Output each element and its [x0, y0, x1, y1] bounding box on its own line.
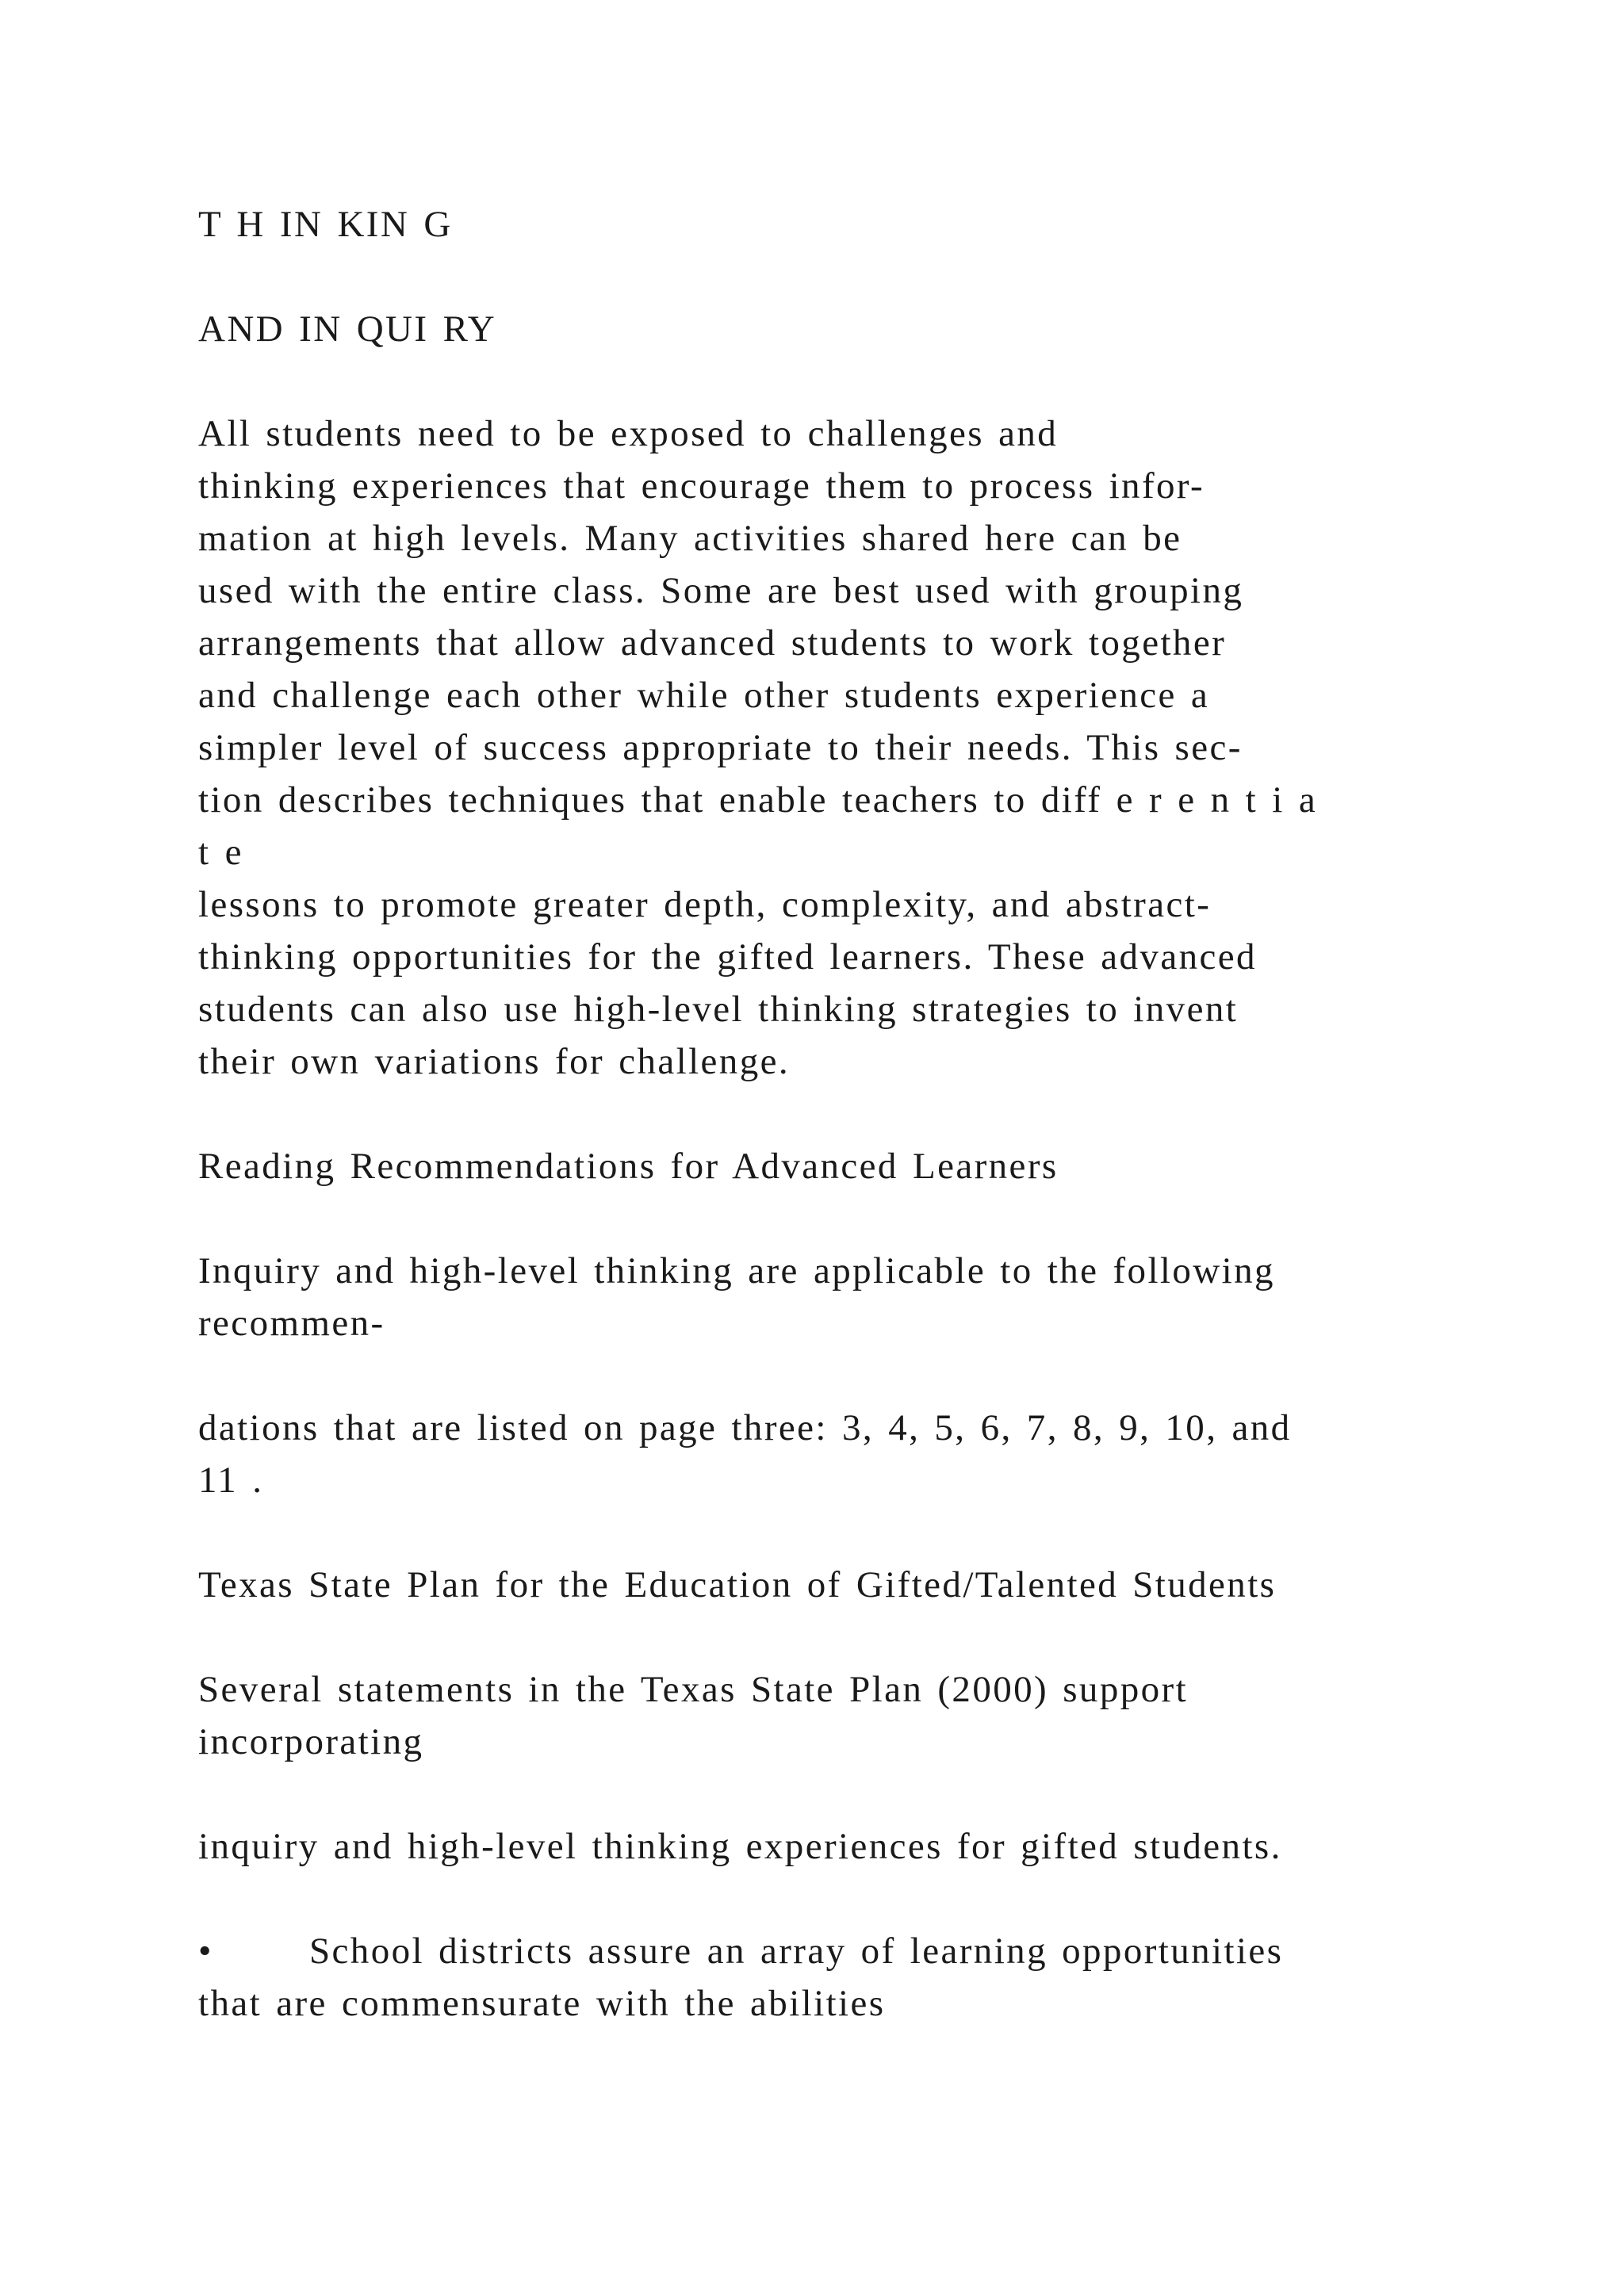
spacer [198, 1506, 1515, 1559]
paragraph-line: simpler level of success appropriate to their needs. This sec- [198, 727, 1243, 768]
spacer [198, 355, 1515, 408]
heading-line-2: AND IN QUI RY [198, 308, 497, 350]
heading-line-1: T H IN KIN G [198, 204, 453, 245]
paragraph-line: students can also use high-level thinking strategies to invent [198, 989, 1239, 1030]
paragraph-line: used with the entire class. Some are best used with grouping [198, 570, 1244, 611]
reading-paragraph-2 [198, 1402, 1515, 1506]
paragraph-line: Inquiry and high-level thinking are applicable to the following [198, 1250, 1275, 1292]
paragraph-line: thinking opportunities for the gifted learners. These advanced [198, 936, 1257, 978]
spacer [198, 1349, 1515, 1402]
paragraph-line: recommen- [198, 1303, 385, 1344]
paragraph-line: and challenge each other while other students experience a [198, 675, 1210, 716]
bullet-list-item [198, 1925, 1515, 2030]
spacer [198, 251, 1515, 303]
paragraph-line: arrangements that allow advanced students to work together [198, 622, 1227, 664]
paragraph-line: thinking experiences that encourage them to process infor- [198, 465, 1205, 507]
paragraph-line: t e [198, 832, 243, 873]
texas-paragraph-2: inquiry and high-level thinking experiences for gifted students. [198, 1826, 1282, 1867]
spacer [198, 1873, 1515, 1925]
paragraph-line: dations that are listed on page three: 3, 4, 5, 6, 7, 8, 9, 10, and [198, 1407, 1292, 1448]
spacer [198, 1611, 1515, 1663]
paragraph-line: that are commensurate with the abilities [198, 1983, 886, 2024]
paragraph-line: mation at high levels. Many activities shared here can be [198, 518, 1182, 559]
spacer [198, 1088, 1515, 1140]
spacer [198, 1192, 1515, 1245]
section-title-reading: Reading Recommendations for Advanced Learners [198, 1146, 1059, 1187]
paragraph-line: their own variations for challenge. [198, 1041, 791, 1082]
paragraph-line: lessons to promote greater depth, complexity, and abstract- [198, 884, 1212, 925]
paragraph-line: All students need to be exposed to challenges and [198, 413, 1059, 454]
paragraph-line: 11 . [198, 1460, 264, 1501]
reading-paragraph-1 [198, 1245, 1515, 1349]
bullet-text: School districts assure an array of learning opportunities [309, 1931, 1284, 1972]
intro-paragraph [198, 408, 1515, 1088]
texas-paragraph-1 [198, 1663, 1515, 1768]
spacer [198, 1768, 1515, 1820]
section-title-texas: Texas State Plan for the Education of Gifted/Talented Students [198, 1564, 1277, 1605]
paragraph-line: Several statements in the Texas State Plan (2000) support [198, 1669, 1189, 1710]
bullet-line [198, 1925, 1515, 1977]
paragraph-line: incorporating [198, 1721, 424, 1762]
paragraph-line: tion describes techniques that enable teachers to diff e r e n t i a [198, 779, 1318, 821]
bullet-icon: • [198, 1931, 213, 1972]
document-page [198, 198, 1515, 2030]
